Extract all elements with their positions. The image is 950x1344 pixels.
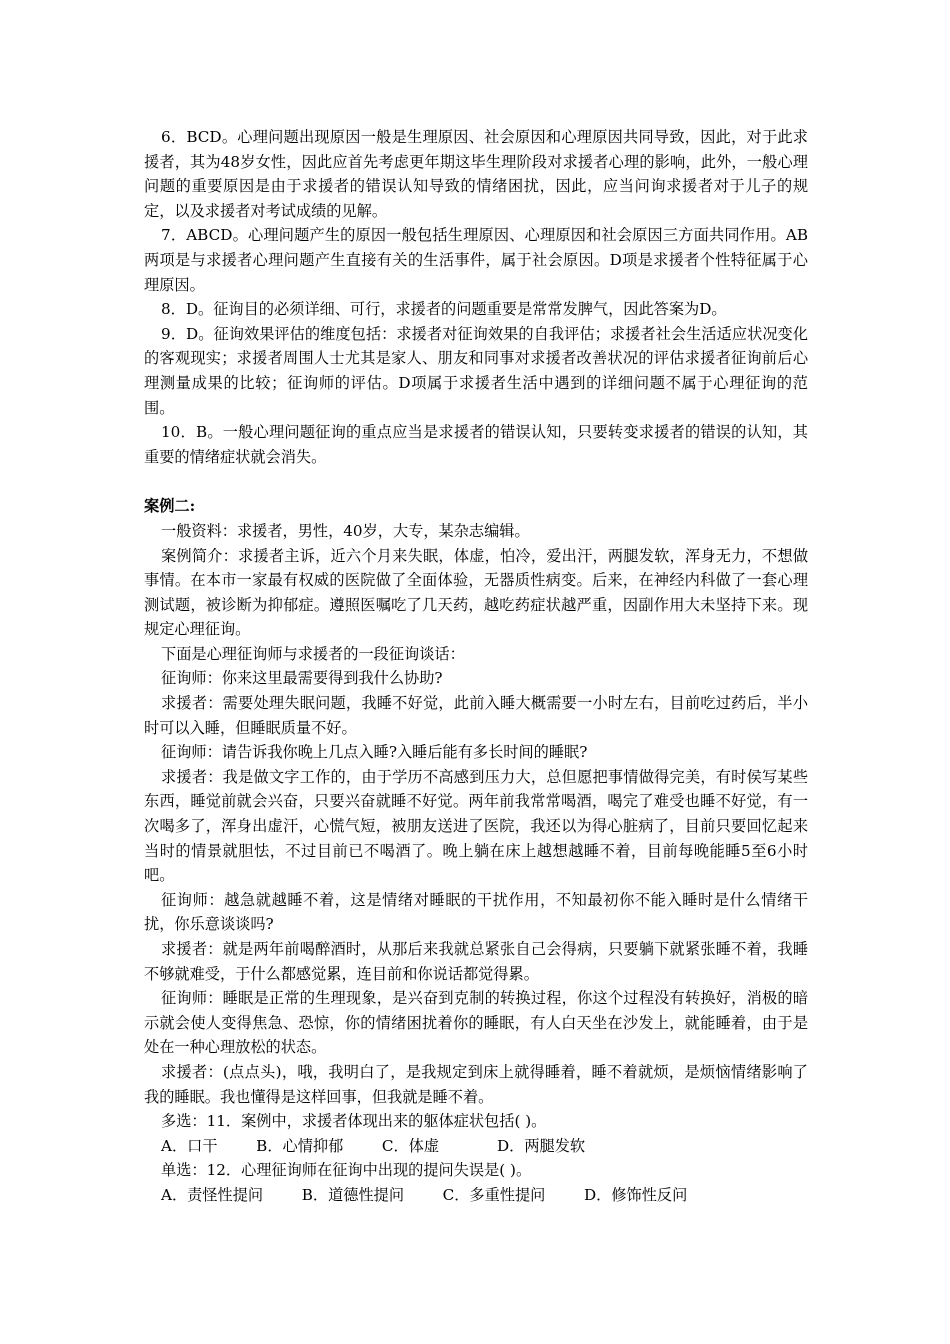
question-12-options: A．责怪性提问 B．道德性提问 C．多重性提问 D．修饰性反问 <box>161 1185 688 1204</box>
answer-7: 7．ABCD。心理问题产生的原因一般包括生理原因、心理原因和社会原因三方面共同作用。AB两项是与求援者心理问题产生直接有关的生活事件，属于社会原因。D项是求援者个性特征属于心理原因。 <box>144 226 808 294</box>
dialogue-counselor-2: 征询师：请告诉我你晚上几点入睡?入睡后能有多长时间的睡眠? <box>161 743 588 762</box>
answer-6: 6．BCD。心理问题出现原因一般是生理原因、社会原因和心理原因共同导致，因此，对于此求援者，其为48岁女性，因此应首先考虑更年期这毕生理阶段对求援者心理的影响，此外，一般心理问题的重要原因是由于求援者的错误认知导致的情绪困扰，因此，应当问询求援者对于儿子的规定，以及求援者对考试成绩的见解。 <box>144 128 808 220</box>
question-11-stem: 多选：11．案例中，求援者体现出来的躯体症状包括( )。 <box>161 1112 547 1131</box>
case-summary: 案例简介：求援者主诉，近六个月来失眠，体虚，怕冷，爱出汗，两腿发软，浑身无力，不想做事情。在本市一家最有权威的医院做了全面体验，无器质性病变。后来，在神经内科做了一套心理测试题，被诊断为抑郁症。遵照医嘱吃了几天药，越吃药症状越严重，因副作用大未坚持下来。现规定心理征询。 <box>144 546 808 639</box>
dialogue-client-1: 求援者：需要处理失眠问题，我睡不好觉，此前入睡大概需要一小时左右，目前吃过药后，半小时可以入睡，但睡眠质量不好。 <box>144 694 808 737</box>
dialogue-client-2: 求援者：我是做文字工作的，由于学历不高感到压力大，总但愿把事情做得完美，有时侯写某些东西，睡觉前就会兴奋，只要兴奋就睡不好觉。两年前我常常喝酒，喝完了难受也睡不好觉，有一次喝多了，浑身出虚汗，心慌气短，被朋友送进了医院，我还以为得心脏病了，目前只要回忆起来当时的情景就胆怯，不过目前已不喝酒了。晚上躺在床上越想越睡不着，目前每晚能睡5至6小时吧。 <box>144 767 808 885</box>
answer-10: 10．B。一般心理问题征询的重点应当是求援者的错误认知，只要转变求援者的错误的认知，其重要的情绪症状就会消失。 <box>144 423 808 466</box>
dialogue-client-3: 求援者：就是两年前喝醉酒时，从那后来我就总紧张自己会得病，只要躺下就紧张睡不着，我睡不够就难受，于什么都感觉累，连目前和你说话都觉得累。 <box>144 940 808 983</box>
dialogue-counselor-4: 征询师：睡眠是正常的生理现象，是兴奋到克制的转换过程，你这个过程没有转换好，消极的暗示就会使人变得焦急、恐惊，你的情绪困扰着你的睡眠，有人白天坐在沙发上，就能睡着，由于是处在一种心理放松的状态。 <box>144 989 808 1057</box>
case-heading: 案例二: <box>144 497 196 516</box>
answer-9: 9．D。征询效果评估的维度包括：求援者对征询效果的自我评估；求援者社会生活适应状况变化的客观现实；求援者周围人士尤其是家人、朋友和同事对求援者改善状况的评估求援者征询前后心理测量成果的比较；征询师的评估。D项属于求援者生活中遇到的详细问题不属于心理征询的范围。 <box>144 324 808 417</box>
dialogue-client-4: 求援者：(点点头)，哦，我明白了，是我规定到床上就得睡着，睡不着就烦，是烦恼情绪影响了我的睡眠。我也懂得是这样回事，但我就是睡不着。 <box>144 1062 808 1106</box>
question-11-options: A．口干 B．心情抑郁 C．体虚 D．两腿发软 <box>161 1136 586 1155</box>
dialogue-counselor-3: 征询师：越急就越睡不着，这是情绪对睡眠的干扰作用，不知最初你不能入睡时是什么情绪干扰，你乐意谈谈吗? <box>144 890 808 934</box>
section-gap <box>144 469 808 494</box>
answer-8: 8．D。征询目的必须详细、可行，求援者的问题重要是常常发脾气，因此答案为D。 <box>161 300 727 319</box>
dialogue-intro: 下面是心理征询师与求援者的一段征询谈话： <box>161 644 465 663</box>
document-page <box>144 125 808 1208</box>
dialogue-counselor-1: 征询师：你来这里最需要得到我什么协助? <box>161 669 443 688</box>
case-general-info: 一般资料：求援者，男性，40岁，大专，某杂志编辑。 <box>161 521 530 540</box>
question-12-stem: 单选：12．心理征询师在征询中出现的提问失误是( )。 <box>161 1161 532 1180</box>
